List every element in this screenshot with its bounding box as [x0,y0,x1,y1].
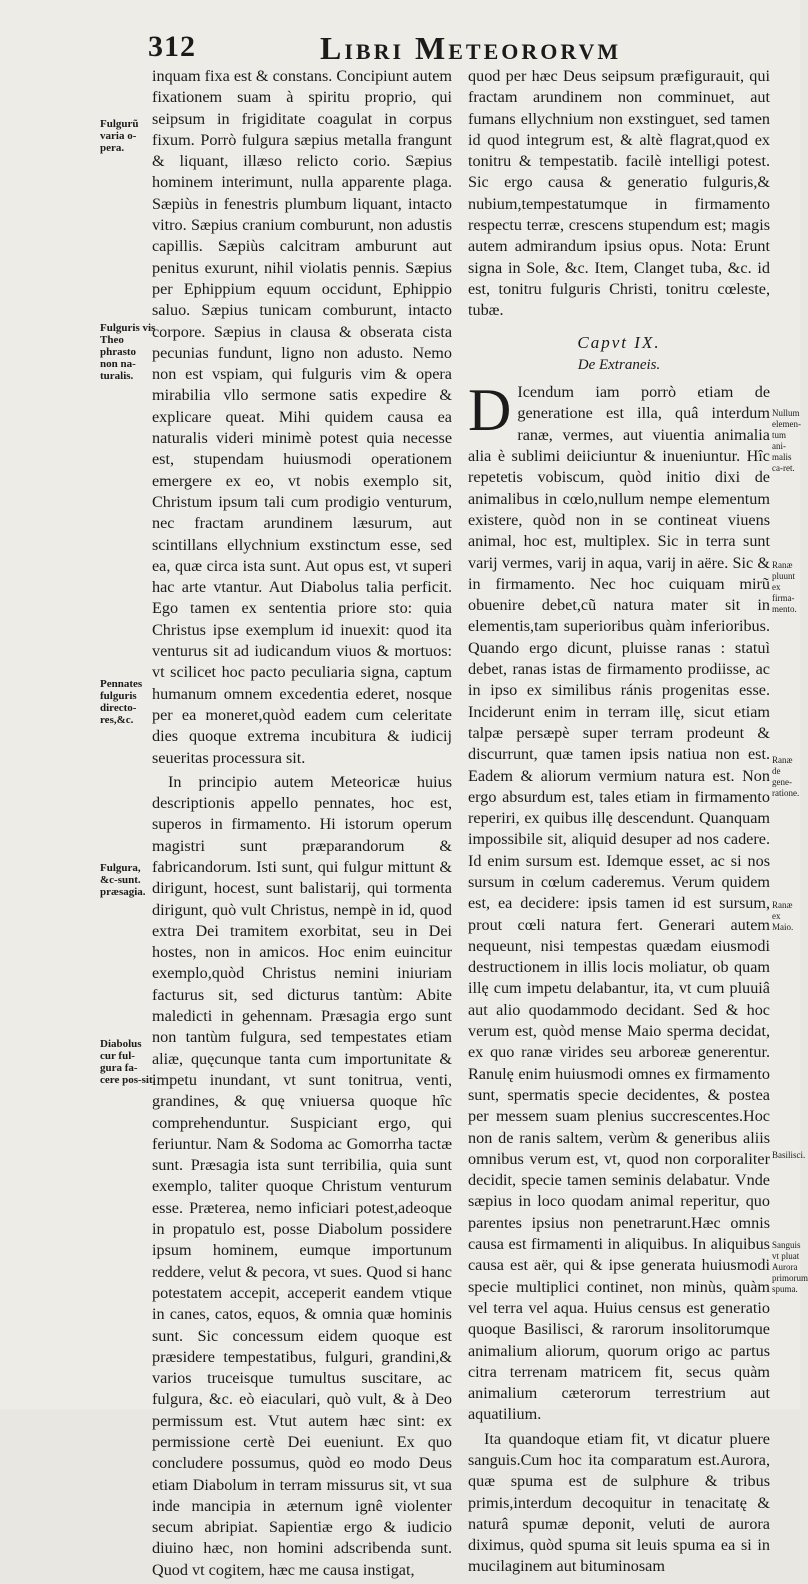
margin-note: Nullum elemen-tum ani-malis ca-ret. [772,408,801,473]
paragraph: In principio autem Meteoricæ huius descriptionis appello pennates, hoc est, superos in firmamento. Hi istorum operum magistri sunt præparandorum & fabricandorum. Isti sunt, qui fulgur mittunt & dirigunt, hocest, sunt balistarij, qui tormenta dirigunt, quò vult Christus, nempè in id, quod extra Dei tramitem exorbitat, seu in Dei hostes, non in amicos. Hoc enim euincitur exemplo,quòd Christus nemini iniuriam facturus sit, sed dicturus tantùm: Abite maledicti in gehennam. Præsagia ergo sunt non tantùm fulgura, sed tempestates etiam aliæ, quęcunque tanta cum importunitate & impetu inundant, vt sunt tonitrua, venti, grandines, & quę vniuersa quoque hîc comprehenduntur. Suspiciant ergo, qui feriuntur. Nam & Sodoma ac Gomorrha tactæ sunt. Præsagia ista sunt terribilia, quia sunt exemplo, taliter quoque Christum venturum esse. Præterea, nemo inficiari potest,adeoque in propatulo est, posse Diabolum possidere ipsum hominem, eumque importunum reddere, velut & pecora, vt sues. Quod si hanc potestatem accepit, acceperit eandem vtique in canes, catos, equos, & omnia quæ hominis sunt. Sic concessum eidem quoque est præsidere tempestatibus, fulguri, grandini,& varios truceisque tumultus suscitare, ac fulgura, &c. eò eiaculari, quò vult, & à Deo permissum est. Vtut autem hæc sint: ex permissione certè Dei eueniunt. Ex quo concludere possumus, quòd eo modo Deus etiam Diabolum in terram missurus sit, vt sua inde mancipia in æternum ignê violenter secum abripiat. Sapientiæ ergo & iudicio diuino hæc, non homini adscribenda sunt. Quod vt cogitem, hæc me causa instigat, [152,772,452,1579]
paragraph [468,377,770,1426]
running-title: Libri Meteororvm [320,30,622,66]
left-column [152,66,452,1584]
paragraph-text: Icendum iam porrò etiam de generatione est illa, quâ interdum ranæ, vermes, aut viuentia animalia alia è sublimi deiiciuntur & inueniuntur. Hîc repetetis vobiscum, quòd initio dixi de animalibus in cœlo,nullum nempe elementum existere, quòd non in se contineat viuens animal, hoc est, multiplex. Sic in terra sunt varij vermes, varij in aqua, varij in aëre. Sic & in firmamento. Nec hoc cuiquam mirũ obuenire debet,cũ natura mater sit in elementis,tam superioribus quàm inferioribus. Quando ergo dicunt, pluisse ranas : statuì debet, ranas istas de firmamento prodiisse, ac in ipso ex similibus ránis progenitas esse. Inciderunt enim in terram illę, sicut etiam talpæ persæpè super terram prodeunt & discurrunt, quæ tamen ipsis natiua non est. Eadem & aliorum vermium natura est. Non ergo absurdum est, tales etiam in firmamento reperiri, ex quibus illę descendunt. Quanquam impossibile sit, aliquid desuper ad nos cadere. Id enim sursum est. Idemque esset, ac si nos sursum in cœlum caderemus. Verum quidem est, ea decidere: ipsis tamen id est sursum, prout cœli natura fert. Generari autem nequeunt, nisi tempestas quædam eiusmodi destructionem in illis locis moliatur, ob quam illę cum impetu delabantur, ita, vt cum pluuiâ aut alio quodammodo decidant. Sed & hoc verum est, quòd mense Maio sperma decidat, ex quo ranæ virides seu arboreæ generentur. Ranulę enim huiusmodi omnes ex firmamento sunt, spermatis specie decidentes, & postea per messem suam plenius succrescentes.Hoc non de ranis saltem, verùm & generibus aliis omnibus verum est, vt, quod non corporaliter decidit, specie tamen seminis delabatur. Vnde sæpius in loco quodam animal reperitur, quo parentes ipsius non penetrarunt.Hæc omnis causa est firmamenti in aliquibus. In aliquibus causa est aër, qui & ipse generata huiusmodi specie multiplici continet, non minùs, quàm vel terra vel aqua. Huius census est generatio quoque Basilisci, & rarorum insolitorumque animalium aliorum, quorum origo ac partus citra terrenam matricem fit, secus quàm animalium cæterorum terrestrium aut aquatilium. [468,383,770,1424]
margin-note: Basilisci. [772,1150,806,1160]
margin-note: Sanguis vt pluat Aurora primorum spuma. [772,1240,808,1294]
margin-note: Diabolus cur ful-gura fa-cere pos-sit. [100,1038,156,1086]
margin-note: Fulgurũ varia o-pera. [100,118,139,154]
page-number: 312 [148,30,196,63]
page-header [100,30,780,70]
drop-cap: D [468,377,512,444]
chapter-title: Capvt IX. [577,332,661,352]
margin-note: Ranæ de gene-ratione. [772,755,800,798]
chapter-subtitle: De Extraneis. [577,356,661,373]
margin-note: Pennates fulguris directo-res,&c. [100,678,143,726]
margin-note: Fulgura, &c-sunt. præsagia. [100,862,146,898]
paragraph: inquam fixa est & constans. Concipiunt autem fixationem suam à spiritu proprio, qui seipsum in frigiditate coagulat in corpus fixum. Porrò fulgura sæpius metalla frangunt & liquant, illæso relicto corio. Sæpius hominem interimunt, nulla apparente plaga. Sæpiùs in fenestris plumbum liquant, intacto vitro. Sæpius cranium comburunt, non adustis capillis. Sæpiùs calcitram amburunt aut penitus exurunt, nihil violatis pennis. Sæpius per Ephippium equum occidunt, Ephippio saluo. Sæpius tunicam comburunt, intacto corpore. Sæpius in clausa & obserata cista pecunias fundunt, ligno non adusto. Nemo non est vspiam, qui fulguris vim & opera mirabilia vllo sermone satis expedire & explicare queat. Mihi quidem causa ea naturalis videri minimè potest quia necesse est, stupendam huiusmodi operationem emergere ex eo, vt nobis exemplo sit, Christum ipsum tali cum prodigio venturum, nec fractam arundinem læsurum, aut scintillans ellychnium exstinctum esse, sed ea, quæ circa ista sunt. Aut opus est, vt superi hac arte vtantur. Aut Diabolus talia perficit. Ego tamen ex sententia priore sto: quia Christus ipse exemplum id inuexit: quod ita venturus sit ad iudicandum viuos & mortuos: vt scilicet hoc pacto peculiaria signa, captum humanum omnem excedentia ederet, nosque per ea moneret,quòd eadem cum celeritate dies quoque extrema incubitura & iudicij seueritas processura sit. [152,67,452,767]
margin-note: Fulguris vis Theo phrasto non na-turalis. [100,322,156,382]
paragraph: quod per hæc Deus seipsum præfigurauit, qui fractam arundinem non comminuet, aut fumans ellychnium non exstinguet, sed tamen id quod integrum est, & altè flagrat,quod ex tonitru & tempestatib. facilè intelligi potest. Sic ergo causa & generatio fulguris,& nubium,tempestatumque in firmamento respectu terræ, crescens stupendum est; magis autem admirandum ipsius opus. Nota: Erunt signa in Sole, &c. Item, Clanget tuba, &c. id est, tonitru fulguris Christi, tonitru cœleste, tubæ. [468,67,770,320]
paragraph: Ita quandoque etiam fit, vt dicatur pluere sanguis.Cum hoc ita comparatum est.Aurora, quæ spuma est de sulphure & tribus primis,interdum decoquitur in tenacitatę & naturâ spumæ deponit, veluti de aurora diximus, quòd spuma sit leuis spuma ea si in mucilaginem aut bituminosam [468,1429,770,1576]
right-column [468,66,770,1581]
margin-note: Ranæ pluunt ex firma-mento. [772,560,797,614]
margin-note: Ranæ ex Maio. [772,900,794,932]
